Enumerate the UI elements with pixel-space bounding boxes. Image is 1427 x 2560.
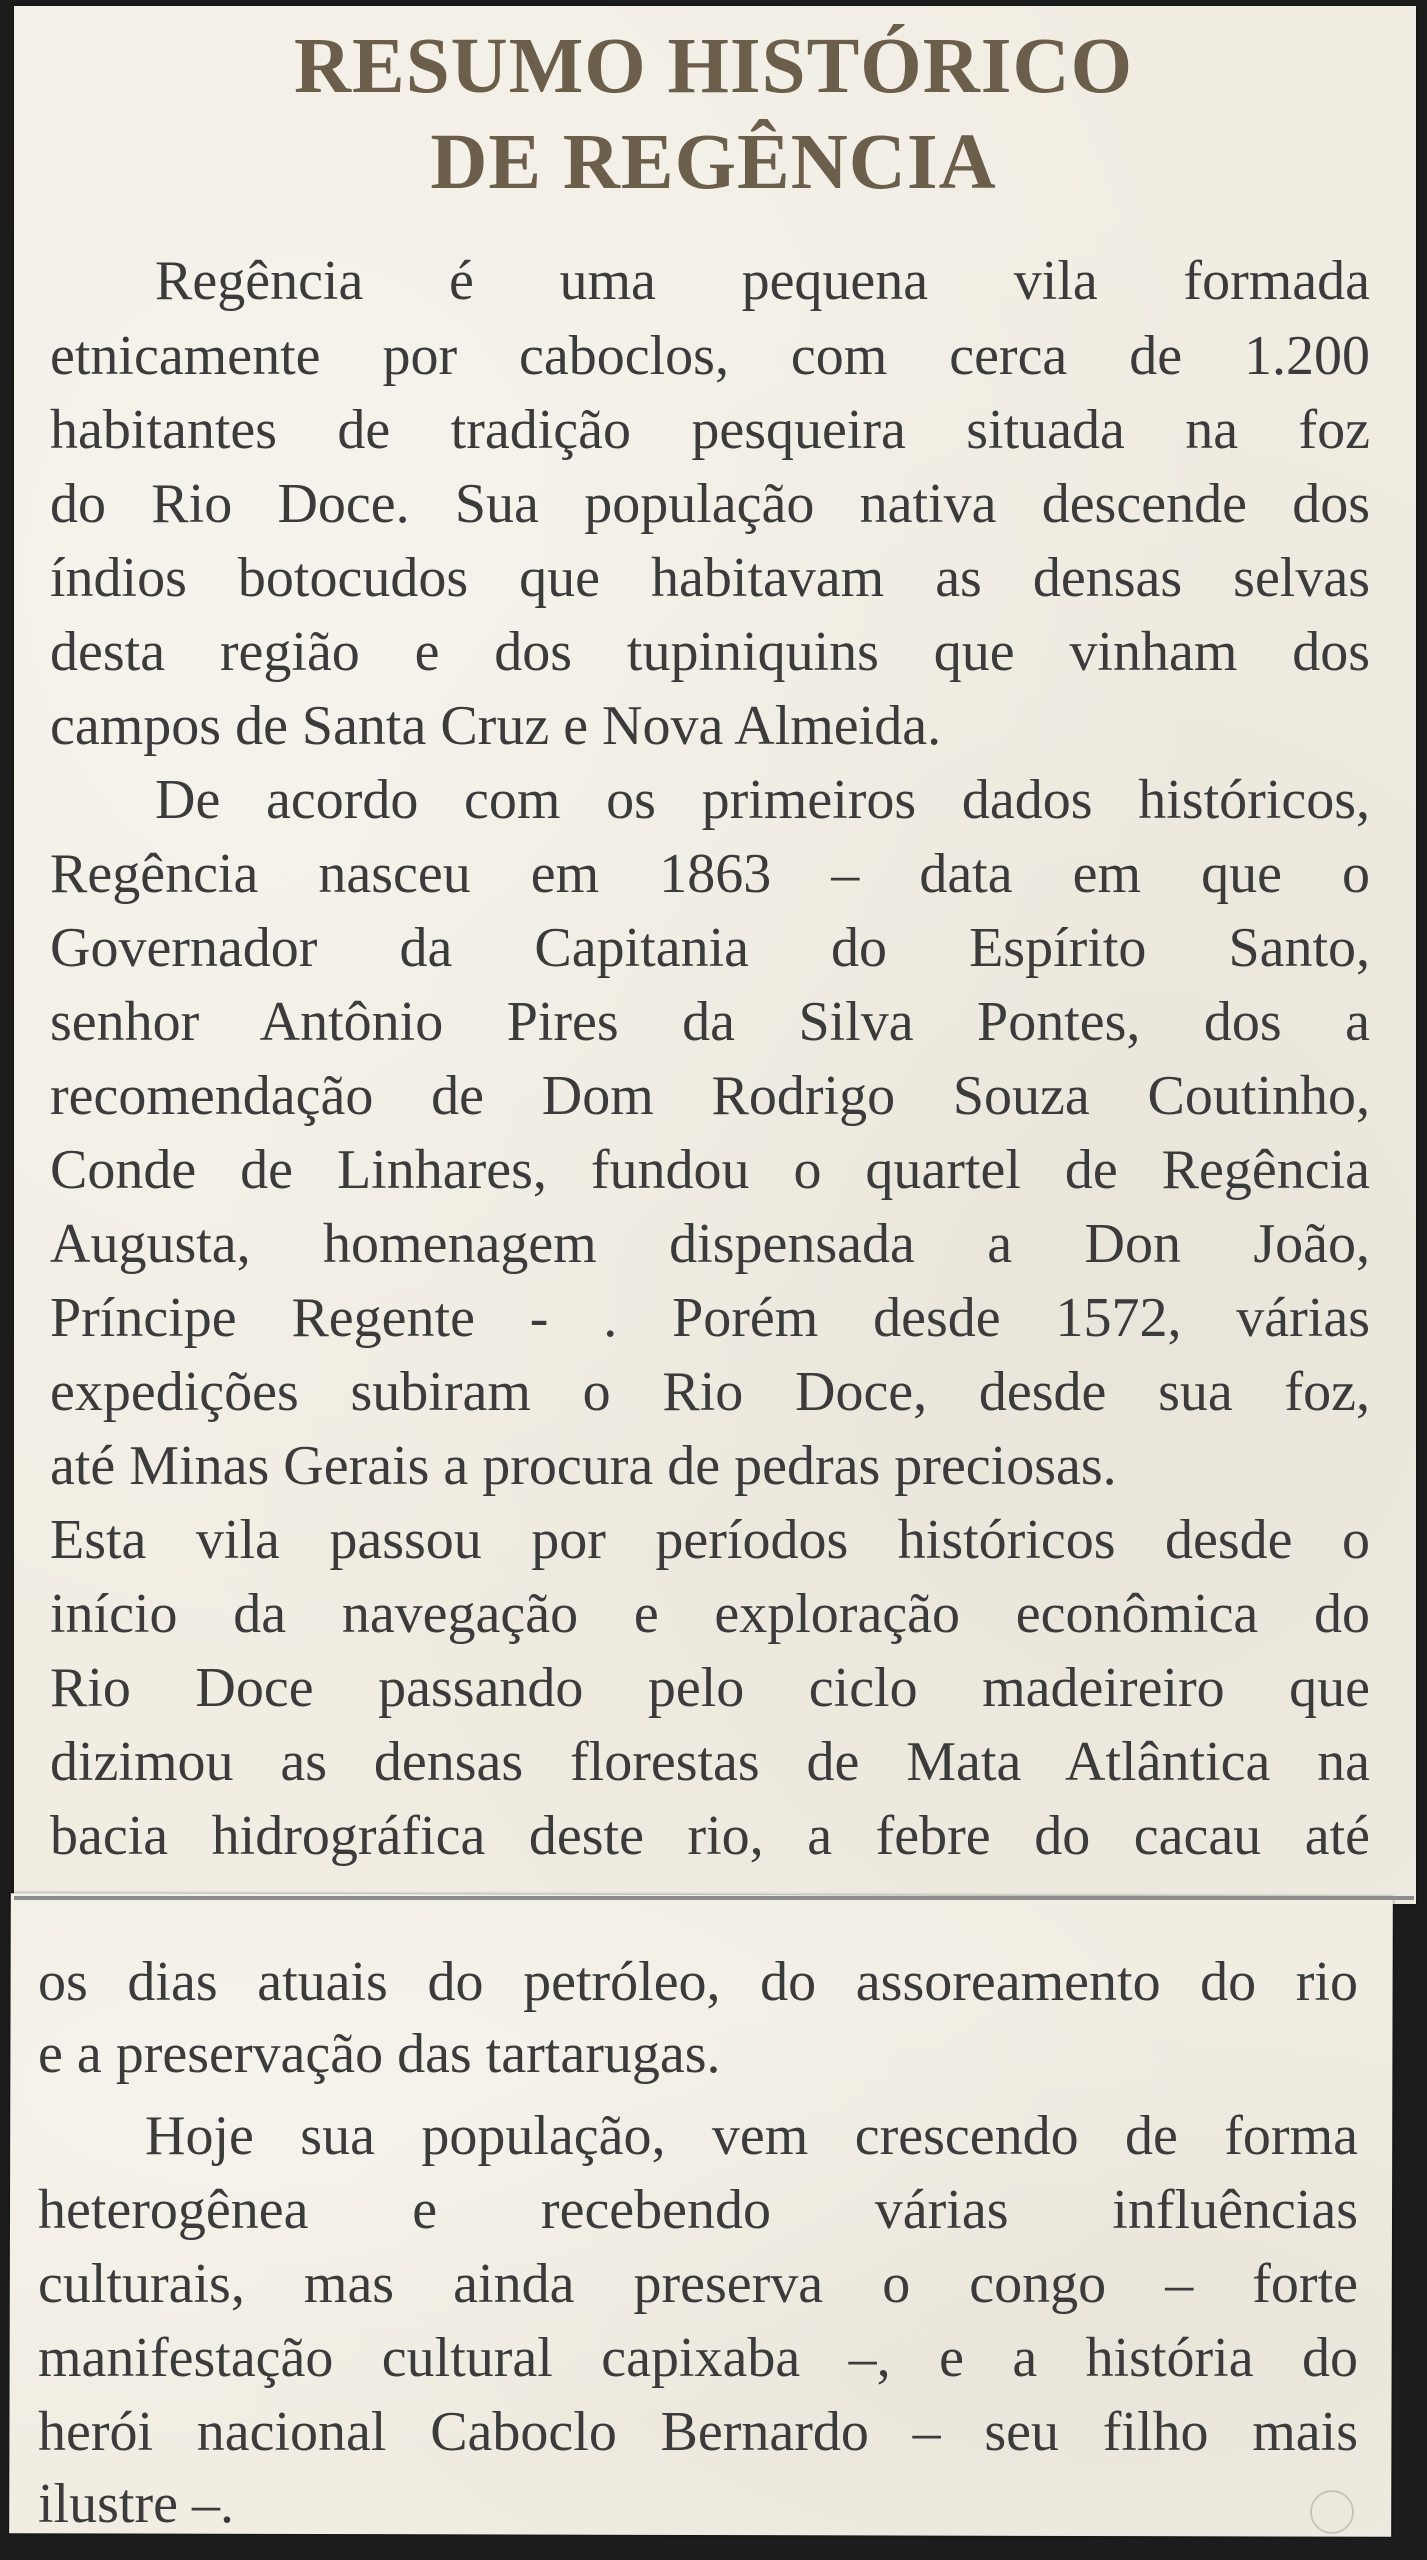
text-line: Governador da Capitania do Espírito Santo, [50,917,1370,979]
text-line: Regência nasceu em 1863 – data em que o [50,843,1370,905]
text-line: índios botocudos que habitavam as densas selvas [50,547,1370,609]
text-line: ilustre –. [38,2473,234,2535]
text-line: etnicamente por caboclos, com cerca de 1.200 [50,325,1370,387]
fold-divider [14,1896,1414,1900]
text-line: início da navegação e exploração econômica do [50,1583,1370,1645]
text-line: desta região e dos tupiniquins que vinham dos [50,621,1370,683]
text-line: até Minas Gerais a procura de pedras preciosas. [50,1435,1117,1497]
text-line: culturais, mas ainda preserva o congo – forte [38,2253,1358,2315]
text-line: bacia hidrográfica deste rio, a febre do cacau até [50,1805,1370,1867]
text-line: e a preservação das tartarugas. [38,2023,721,2085]
text-line: Augusta, homenagem dispensada a Don João, [50,1213,1370,1275]
text-line: Conde de Linhares, fundou o quartel de Regência [50,1139,1370,1201]
text-line: recomendação de Dom Rodrigo Souza Coutinho, [50,1065,1370,1127]
text-line: manifestação cultural capixaba –, e a história do [38,2327,1358,2389]
document-title-line2: DE REGÊNCIA [430,119,997,206]
text-line: expedições subiram o Rio Doce, desde sua foz, [50,1361,1370,1423]
text-line: Rio Doce passando pelo ciclo madeireiro que [50,1657,1370,1719]
text-line: os dias atuais do petróleo, do assoreamento do rio [38,1951,1358,2013]
text-line: campos de Santa Cruz e Nova Almeida. [50,695,942,757]
text-line: heterogênea e recebendo várias influências [38,2179,1358,2241]
text-line: habitantes de tradição pesqueira situada na foz [50,399,1370,461]
text-line: senhor Antônio Pires da Silva Pontes, dos a [50,991,1370,1053]
text-line: Regência é uma pequena vila formada [155,250,1370,312]
text-line: dizimou as densas florestas de Mata Atlântica na [50,1731,1370,1793]
text-line: De acordo com os primeiros dados históricos, [155,769,1370,831]
document-title-line1: RESUMO HISTÓRICO [293,23,1134,110]
text-line: Hoje sua população, vem crescendo de forma [145,2105,1358,2167]
text-line: Príncipe Regente - . Porém desde 1572, várias [50,1287,1370,1349]
text-line: herói nacional Caboclo Bernardo – seu filho mais [38,2401,1358,2463]
text-line: do Rio Doce. Sua população nativa descende dos [50,473,1370,535]
archive-stamp-icon [1310,2490,1354,2534]
text-line: Esta vila passou por períodos históricos desde o [50,1509,1370,1571]
